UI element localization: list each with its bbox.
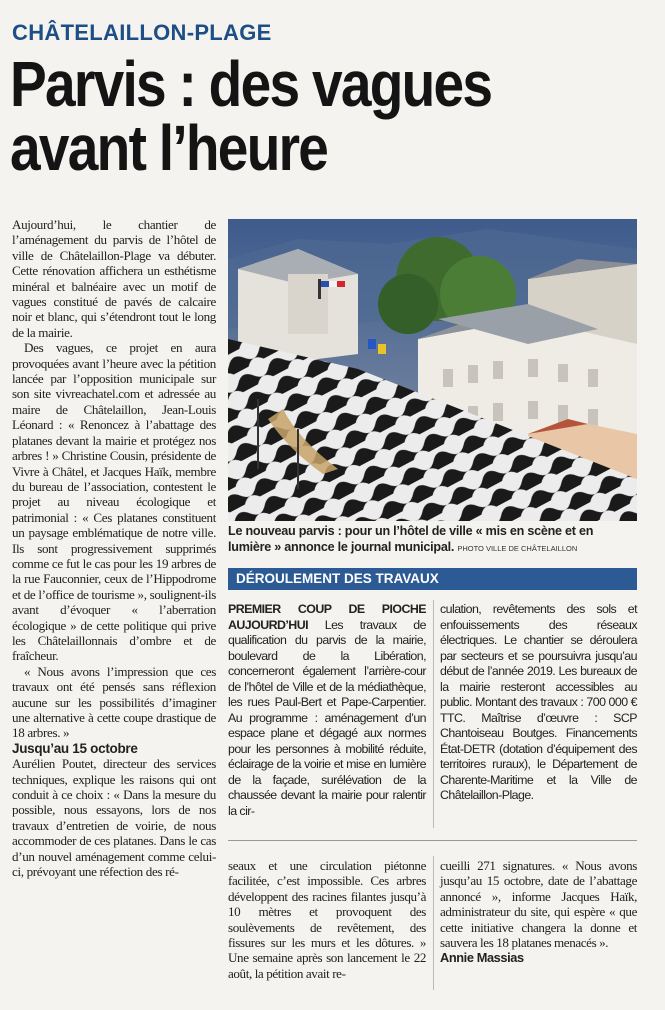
box-column-left bbox=[228, 602, 426, 819]
box-lead: PREMIER COUP DE PIOCHE AUJOURD’HUI bbox=[228, 602, 426, 632]
article-column-2 bbox=[228, 858, 426, 981]
paragraph: Aurélien Poutet, directeur des services techniques, explique les raisons qui ont conduit à ce choix : « Dans la mesure du possible, nous essayons, lors de nos travaux d’entretien de voirie, de nous accommoder de ces platanes. Dans le cas d’un nouvel aménagement comme celui-ci, prévoyant une réfection des ré- bbox=[12, 756, 216, 880]
subheading: Jusqu’au 15 octobre bbox=[12, 740, 138, 756]
column-divider bbox=[433, 856, 434, 990]
box-text-left: Les travaux de qualification du parvis de la mairie, boulevard de la Libération, concerneront également l’arrière-cour de l’hôtel de Ville et de la médiathèque, les rues Paul-Bert et Pape-Carpentier. Au programme : aménagement d’un espace plane et dégagé aux normes pour les personnes à mobilité réduite, éclairage de la voirie et mise en lumière de la façade, surélévation de la chaussée devant la mairie pour ralentir la cir- bbox=[228, 617, 426, 818]
paragraph: seaux et une circulation piétonne facilitée, c’est impossible. Ces arbres développent des racines filantes jusqu’à 10 mètres et provoquent des soulèvements de revêtement, des fissures sur les murs et les dôtures. » Une semaine après son lancement le 22 août, la pétition avait re- bbox=[228, 858, 426, 981]
paragraph: cueilli 271 signatures. « Nous avons jusqu’au 15 octobre, date de l’abattage annoncé », informe Jacques Haïk, administrateur du site, qui espère « que cette initiative changera la donne et sauvera les 18 platanes menacés ». bbox=[440, 858, 637, 951]
box-title: DÉROULEMENT DES TRAVAUX bbox=[228, 568, 637, 590]
article-column-1 bbox=[12, 217, 216, 879]
column-divider bbox=[433, 600, 434, 828]
paragraph: Aujourd’hui, le chantier de l’aménagement du parvis de l’hôtel de ville de Châtelaillon-Plage va débuter. Cette rénovation affichera un esthétisme minéral et balnéaire avec un motif de vagues constitué de pavés de calcaire noir et blanc, qui s’étendront tout le long de la mairie. bbox=[12, 217, 216, 340]
section-rule bbox=[228, 840, 637, 841]
headline bbox=[10, 48, 569, 184]
box-text-right: culation, revêtements des sols et enfouissements des réseaux électriques. Le chantier se déroulera par secteurs et se poursuivra jusqu’au début de l’année 2019. Les bureaux de la mairie resteront accessibles au public. Montant des travaux : 700 000 € TTC. Maîtrise d’œuvre : SCP Chantoiseau Boutges. Financements État-DETR (dotation d’équipement des territoires ruraux), le Département de Charente-Maritime et la Ville de Châtelaillon-Plage. bbox=[440, 602, 637, 802]
section-kicker: CHÂTELAILLON-PLAGE bbox=[12, 20, 272, 45]
photo-caption bbox=[228, 524, 637, 556]
headline-line-2: avant l’heure bbox=[10, 112, 328, 184]
paragraph: « Nous avons l’impression que ces travaux ont été pensés sans réflexion aucune sur les possibilités d’imaginer une alternative à cette coupe drastique de 18 arbres. » bbox=[12, 663, 216, 741]
caption-text: Le nouveau parvis : pour un l’hôtel de ville « mis en scène et en lumière » annonce le journal municipal. bbox=[228, 524, 594, 554]
box-column-right bbox=[440, 602, 637, 804]
author-byline: Annie Massias bbox=[440, 950, 524, 966]
town-hall-rendering-photo bbox=[228, 219, 637, 521]
article-column-3 bbox=[440, 858, 637, 966]
paragraph: Des vagues, ce projet en aura provoquées avant l’heure avec la pétition lancée par l’opposition municipale sur son site vivreachatel.com et adressée au maire de Châtelaillon, Jean-Louis Léonard : « Renoncez à l’abattage des platanes devant la mairie et protégez nos arbres ! » Christine Cousin, présidente de Vivre à Châtel, et Jacques Haïk, membre du bureau de l’association, contestent le projet au niveau écologique et patrimonial : « Ces platanes constituent un paysage emblématique de notre ville. Ils sont progressivement supprimés comme ce fut le cas pour les 19 arbres de la rue Fauconnier, ceux de l’Hippodrome et de l’office de tourisme », soulignent-ils avant d’évoquer « l’aberration écologique » de cette politique qui prive les Châtelaillonnais d’ombre et de fraîcheur. bbox=[12, 340, 216, 664]
photo-credit: PHOTO VILLE DE CHÂTELAILLON bbox=[457, 543, 578, 553]
parvis-illustration bbox=[228, 219, 637, 521]
headline-line-1: Parvis : des vagues bbox=[10, 48, 492, 120]
